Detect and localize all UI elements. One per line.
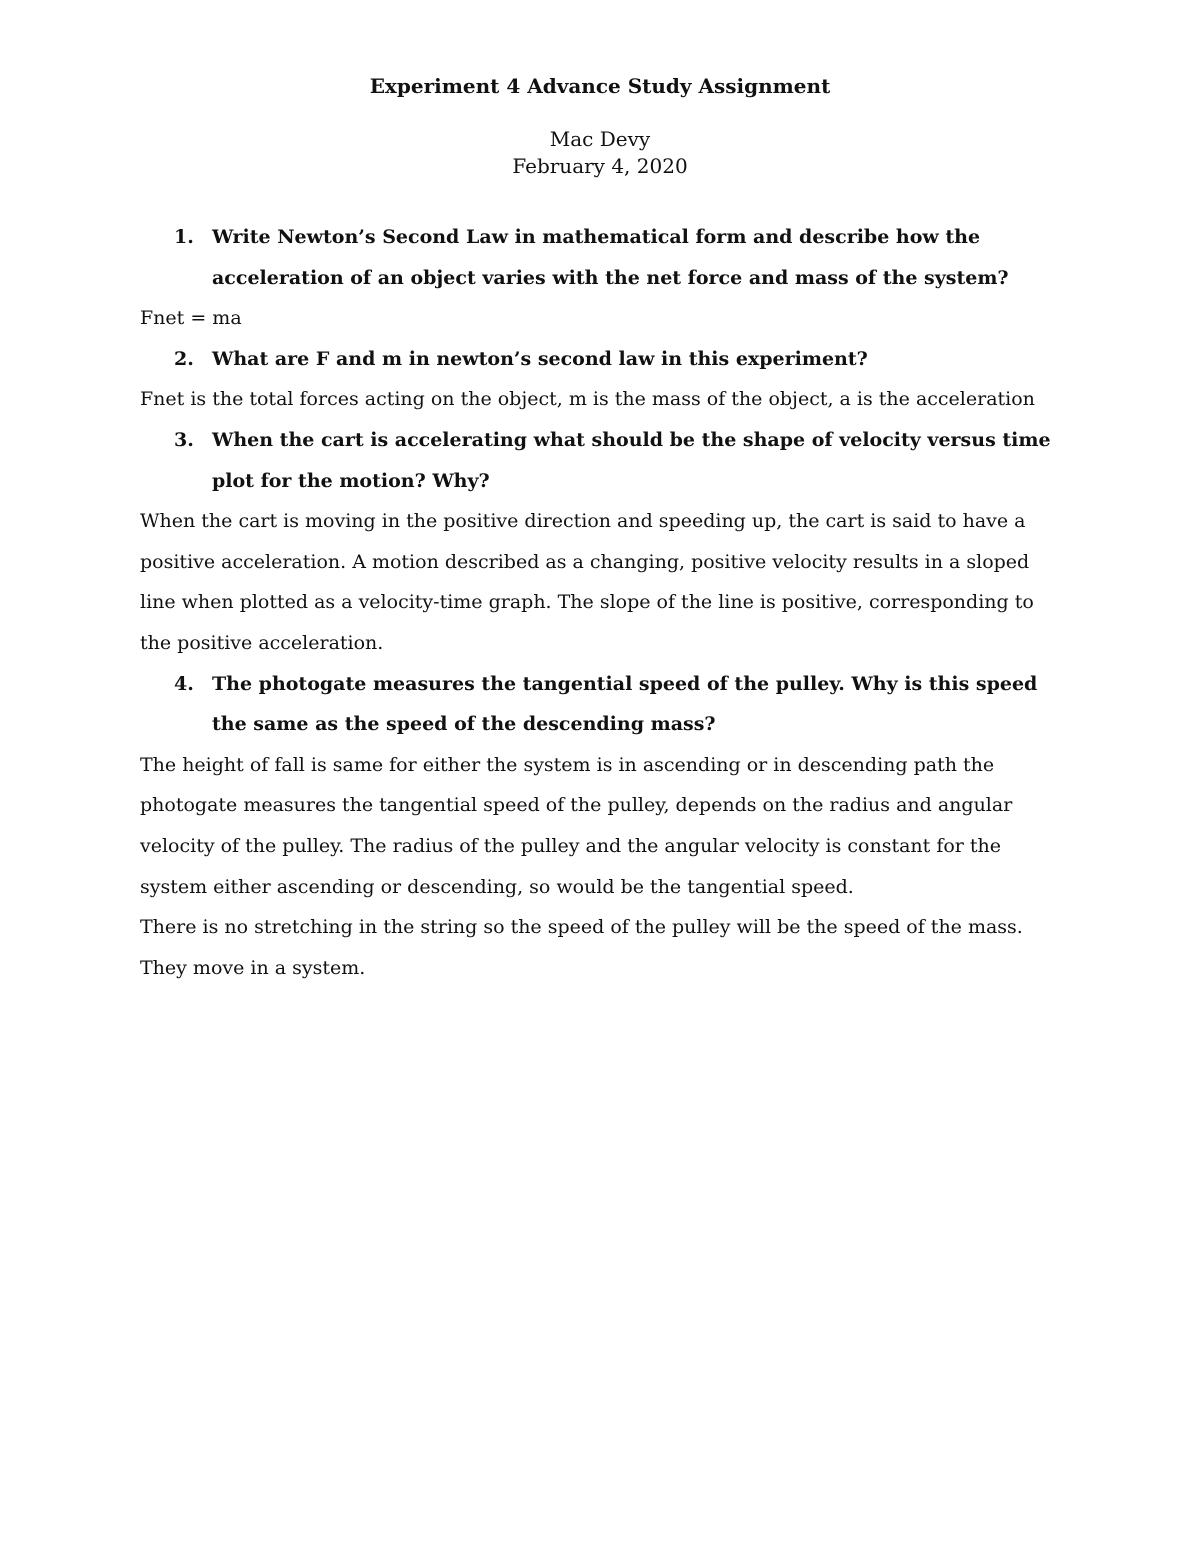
answer-4-paragraph-2: There is no stretching in the string so the speed of the pulley will be the speed of the mass. They move in a system. bbox=[140, 916, 1023, 979]
question-number: 2. bbox=[174, 347, 194, 370]
author-name: Mac Devy bbox=[549, 127, 651, 151]
document-body bbox=[140, 217, 1070, 988]
answer-3: When the cart is moving in the positive direction and speeding up, the cart is said to have a positive acceleration. A motion described as a changing, positive velocity results in a sloped line when plotted as a velocity-time graph. The slope of the line is positive, corresponding to the positive acceleration. bbox=[140, 510, 1034, 654]
question-text: What are F and m in newton’s second law in this experiment? bbox=[212, 347, 868, 370]
document-date: February 4, 2020 bbox=[512, 154, 688, 178]
question-4 bbox=[140, 664, 1070, 745]
document-title: Experiment 4 Advance Study Assignment bbox=[369, 74, 831, 98]
question-2 bbox=[140, 339, 1070, 380]
question-3 bbox=[140, 420, 1070, 501]
answer-1: Fnet = ma bbox=[140, 307, 242, 330]
question-text: When the cart is accelerating what should be the shape of velocity versus time plot for the motion? Why? bbox=[212, 428, 1051, 492]
question-number: 1. bbox=[174, 226, 194, 248]
answer-4-paragraph-1: The height of fall is same for either the system is in ascending or in descending path the photogate measures the tangential speed of the pulley, depends on the radius and angular velocity of the pulley. The radius of the pulley and the angular velocity is constant for the system either ascending or descending, so would be the tangential speed. bbox=[140, 753, 1013, 898]
question-text: Write Newton’s Second Law in mathematical form and describe how the acceleration of an object varies with the net force and mass of the system? bbox=[212, 226, 1009, 289]
question-number: 4. bbox=[174, 672, 194, 695]
answer-2: Fnet is the total forces acting on the object, m is the mass of the object, a is the acceleration bbox=[140, 388, 1035, 411]
question-number: 3. bbox=[174, 428, 194, 451]
question-text: The photogate measures the tangential speed of the pulley. Why is this speed the same as the speed of the descending mass? bbox=[212, 672, 1038, 736]
question-1 bbox=[140, 217, 1070, 298]
